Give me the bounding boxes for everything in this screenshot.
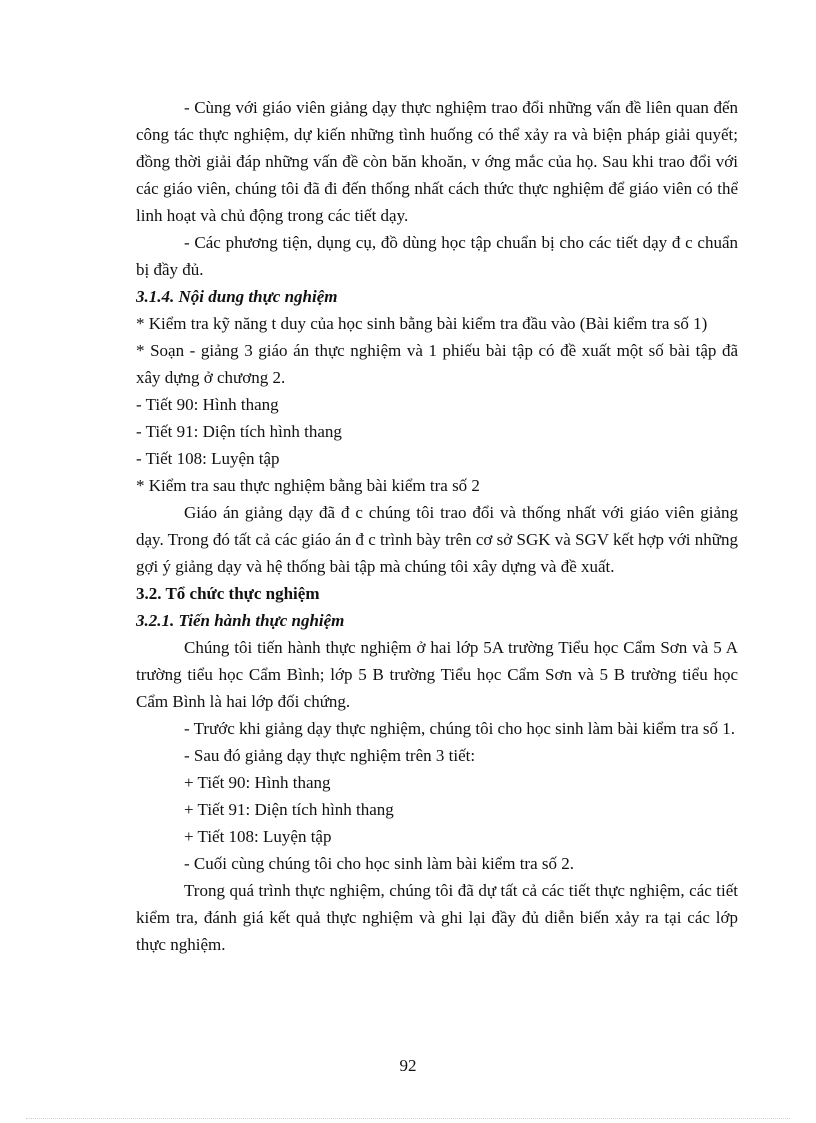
list-item-lesson-91: + Tiết 91: Diện tích hình thang bbox=[184, 800, 394, 819]
paragraph-before-teaching: - Trước khi giảng dạy thực nghiệm, chúng tôi cho học sinh làm bài kiểm tra số 1. bbox=[184, 719, 736, 738]
heading-3-1-4: 3.1.4. Nội dung thực nghiệm bbox=[136, 287, 338, 306]
page-body bbox=[136, 94, 738, 958]
paragraph-classes: Chúng tôi tiến hành thực nghiệm ở hai lớp 5A trường Tiểu học Cẩm Sơn và 5 A trường tiểu học Cẩm Bình; lớp 5 B trường Tiểu học Cẩm Sơn và 5 B trường tiểu học Cẩm Bình là hai lớp đối chứng. bbox=[136, 638, 738, 711]
paragraph-final-test: - Cuối cùng chúng tôi cho học sinh làm bài kiểm tra số 2. bbox=[184, 854, 574, 873]
item-lesson-108: - Tiết 108: Luyện tập bbox=[136, 449, 280, 468]
item-test-2: * Kiểm tra sau thực nghiệm bằng bài kiểm tra số 2 bbox=[136, 476, 480, 495]
list-item-lesson-108: + Tiết 108: Luyện tập bbox=[184, 827, 332, 846]
paragraph-teaching-3-lessons: - Sau đó giảng dạy thực nghiệm trên 3 tiết: bbox=[184, 746, 476, 765]
item-lesson-91: - Tiết 91: Diện tích hình thang bbox=[136, 422, 342, 441]
bottom-dotted-border bbox=[26, 1118, 790, 1119]
heading-3-2: 3.2. Tổ chức thực nghiệm bbox=[136, 584, 320, 603]
heading-3-2-1: 3.2.1. Tiến hành thực nghiệm bbox=[136, 611, 345, 630]
list-item-lesson-90: + Tiết 90: Hình thang bbox=[184, 773, 331, 792]
paragraph-process: Trong quá trình thực nghiệm, chúng tôi đã dự tất cả các tiết thực nghiệm, các tiết kiểm tra, đánh giá kết quả thực nghiệm và ghi lại đầy đủ diễn biến xảy ra tại các lớp thực nghiệm. bbox=[136, 881, 738, 954]
page-number: 92 bbox=[399, 1056, 417, 1075]
paragraph-equipment: - Các phương tiện, dụng cụ, đồ dùng học tập chuẩn bị cho các tiết dạy đ c chuẩn bị đầy đủ. bbox=[136, 233, 738, 279]
item-lesson-plans: * Soạn - giảng 3 giáo án thực nghiệm và 1 phiếu bài tập có đề xuất một số bài tập đã xây dựng ở chương 2. bbox=[136, 341, 738, 387]
item-lesson-90: - Tiết 90: Hình thang bbox=[136, 395, 279, 414]
item-test-1: * Kiểm tra kỹ năng t duy của học sinh bằng bài kiểm tra đầu vào (Bài kiểm tra số 1) bbox=[136, 314, 708, 333]
paragraph-lesson-plans: Giáo án giảng dạy đã đ c chúng tôi trao đổi và thống nhất với giáo viên giảng dạy. Trong đó tất cả các giáo án đ c trình bày trên cơ sở SGK và SGV kết hợp với những gợi ý giảng dạy và hệ thống bài tập mà chúng tôi xây dựng và đề xuất. bbox=[136, 503, 738, 576]
paragraph-preparation: - Cùng với giáo viên giảng dạy thực nghiệm trao đổi những vấn đề liên quan đến công tác thực nghiệm, dự kiến những tình huống có thể xảy ra và biện pháp giải quyết; đồng thời giải đáp những vấn đề còn băn khoăn, v ớng mắc của họ. Sau khi trao đổi với các giáo viên, chúng tôi đã đi đến thống nhất cách thức thực nghiệm để giáo viên có thể linh hoạt và chủ động trong các tiết dạy. bbox=[136, 98, 738, 225]
